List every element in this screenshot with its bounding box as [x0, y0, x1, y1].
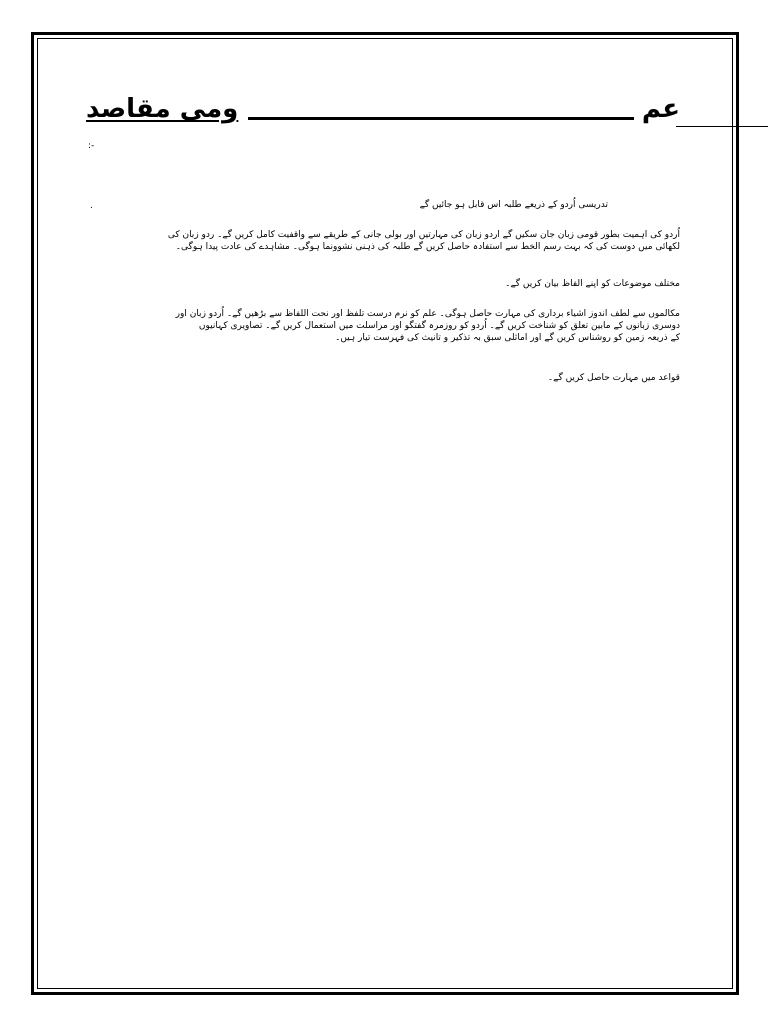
colon-mark: :-: [88, 141, 95, 151]
paragraph-line: اُردو کی اہمیت بطور قومی زبان جان سکیں گے اردو زبان کی مہارتیں اور بولی جانی کے طریقے سے واقفیت کامل کریں گے۔ ردو زبان کی: [167, 230, 680, 240]
paragraph-line: قواعد میں مہارت حاصل کریں گے۔: [547, 373, 680, 383]
heading-side-rule: [676, 126, 768, 127]
paragraph-line: مکالموں سے لطف اندوز اشیاء برداری کی مہارت حاصل ہوگی۔ علم کو نرم درست تلفظ اور نحت اللفاظ سے بڑھیں گے۔ اُردو زبان اور: [175, 309, 680, 319]
heading-kashida-line: [248, 117, 634, 120]
page-heading: [86, 92, 680, 132]
paragraph-line: مختلف موضوعات کو اپنے الفاظ بیان کریں گے۔: [505, 279, 680, 289]
paragraph-intro: [420, 199, 608, 211]
paragraph-line: لکھائی میں دوست کی کہ بہت رسم الخط سے استفادہ حاصل کریں گے طلبہ کی ذہنی نشوونما ہوگی۔ مشاہدے کی عادت پیدا ہوگی۔: [175, 242, 680, 252]
paragraph-objectives-1: [168, 229, 680, 253]
paragraph-line: کے ذریعہ زمین کو روشناس کریں گے اور اماثلی سبق بہ تذکیر و تانیث کی فہرست تیار ہیں۔: [335, 333, 680, 343]
page-border-inner: [37, 38, 733, 989]
paragraph-line: دوسری زبانوں کے مابین تعلق کو شناخت کریں گے۔ اُردو کو روزمرہ گفتگو اور مراسلت میں استعمال کریں گے۔ تصاویری کہانیوں: [198, 321, 680, 331]
paragraph-line: تدریسی اُردو کے ذریعے طلبہ اس قابل ہو جائیں گے: [419, 200, 608, 210]
paragraph-objectives-3: [176, 308, 680, 344]
paragraph-objectives-4: [548, 372, 680, 384]
heading-text-right: عم: [641, 94, 680, 124]
dot-mark: .: [90, 201, 93, 211]
heading-text-left: ومی مقاصد: [86, 94, 239, 124]
paragraph-objectives-2: [505, 278, 680, 290]
